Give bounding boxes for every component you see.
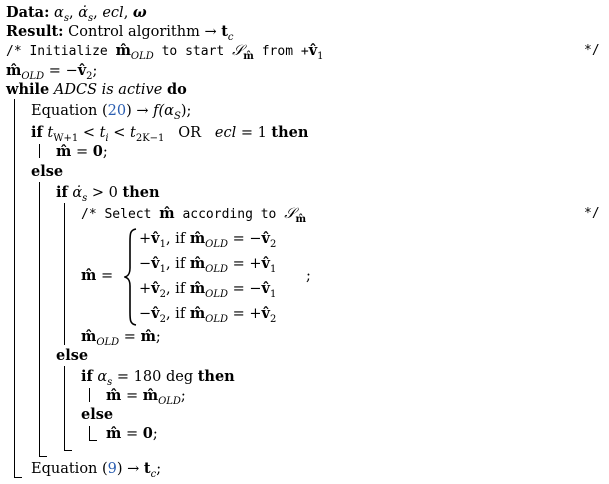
result-label: Result: (6, 23, 64, 40)
else-1: else (31, 163, 64, 180)
case-row-2: $-v̂_1$, if $m̂_{OLD}$ = $+v̂_1$ (139, 255, 277, 275)
while-line: while ADCS is active do (6, 81, 187, 98)
omega-input: ω (132, 4, 147, 21)
while-block-end (14, 477, 22, 478)
if-alpha-180-bar (89, 388, 90, 402)
else-3-end (89, 440, 97, 441)
equation-9-line: Equation $(9) \to t_c$; (31, 460, 162, 480)
data-label: Data: (6, 4, 50, 21)
equation-20-ref[interactable]: 20 (107, 103, 127, 119)
ecl-input: ecl (102, 5, 124, 21)
if-alpha-dot-line: if $\alphȧ_s > 0$ then (56, 184, 160, 204)
equation-20-line: Equation $(20) \to f(\alpha_S)$; (31, 103, 192, 122)
else-2: else (56, 347, 89, 364)
if-alpha-dot-bar (64, 203, 65, 345)
case-row-3: $+v̂_2$, if $m̂_{OLD}$ = $-v̂_1$ (139, 280, 277, 300)
else-1-bar (39, 182, 40, 456)
m-old-line: m̂ = $m̂_{OLD}$; (106, 387, 186, 407)
mold-assign-line: $m̂_{OLD}$ = m̂; (81, 328, 161, 348)
else-3-bar (89, 426, 90, 440)
cases-lhs: m̂ = (81, 267, 114, 284)
init-line: $m̂_{OLD}$ = $-v̂_2$; (6, 62, 98, 82)
left-brace (124, 228, 138, 326)
else-2-bar (64, 366, 65, 450)
alpha-s: $\alpha_s$ (54, 5, 69, 24)
result-text: Control algorithm → (68, 24, 222, 40)
cases-semicolon: ; (306, 268, 311, 284)
if-time-bar (39, 144, 40, 158)
comment-initialize: /* Initialize $m̂_{OLD}$ to start 𝒮$_{m̂}$ from $+v̂_1$ (6, 42, 324, 62)
else-3: else (81, 406, 114, 423)
alpha-dot-s: $\alphȧ_s$ (78, 5, 94, 24)
m-zero-line-2: m̂ = 0; (106, 425, 158, 442)
data-line: Data: $\alpha_s$, $\alphȧ_s$, ecl, ω (6, 4, 147, 24)
if-alpha-180-line: if $\alpha_s = 180$ deg then (81, 368, 235, 388)
m-zero-line-1: m̂ = 0; (56, 143, 108, 160)
else-1-end (39, 456, 47, 457)
comment-close-1: */ (584, 43, 600, 58)
if-time-line: if $t_{W+1} < t_i < t_{2K-1}$ OR ecl = 1 then (31, 124, 309, 144)
while-block-bar (14, 99, 15, 477)
case-row-1: $+v̂_1$, if $m̂_{OLD}$ = $-v̂_2$ (139, 230, 277, 250)
comment-select: /* Select m̂ according to 𝒮$_{m̂}$ (81, 205, 307, 225)
equation-9-ref[interactable]: 9 (107, 461, 117, 477)
result-line: Result: Control algorithm → $t_c$ (6, 23, 234, 43)
comment-close-2: */ (584, 206, 600, 221)
case-row-4: $-v̂_2$, if $m̂_{OLD}$ = $+v̂_2$ (139, 305, 277, 325)
else-2-end (64, 450, 72, 451)
